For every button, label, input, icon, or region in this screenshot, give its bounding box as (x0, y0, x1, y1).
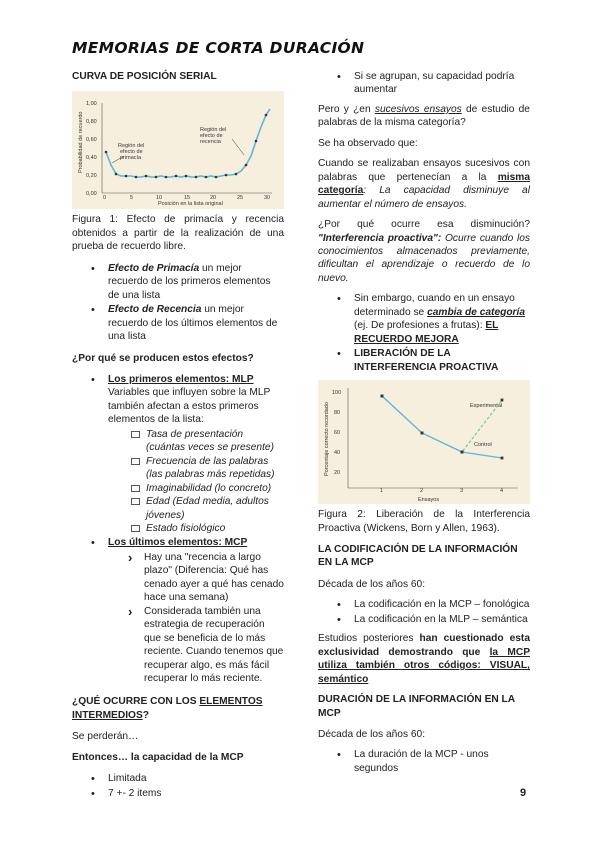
fig2-legend-experimental: Experimental (470, 403, 503, 410)
heading-entonces: Entonces… la capacidad de la MCP (72, 751, 244, 763)
capacity-list (72, 772, 284, 800)
fig1-ytick: 0,80 (86, 119, 97, 126)
fig1-annotation-primacy: primacía (120, 155, 142, 162)
paragraph-observado: Se ha observado que: (318, 137, 418, 149)
mlp-variables-list (130, 428, 284, 536)
text-perderan: Se perderán… (72, 731, 139, 743)
fig1-xtick: 5 (130, 195, 134, 202)
data-point-control (381, 395, 384, 398)
list-item: › Hay una "recencia a largo plazo" (Diferencia: Qué has cenado ayer a qué has cenado hace una semana) (126, 551, 284, 605)
list-item: • Limitada (72, 772, 284, 785)
page-number: 9 (520, 787, 527, 799)
fig1-ytick: 0,40 (86, 155, 97, 162)
fig1-annotation-primacy: Región del (118, 143, 145, 150)
text-decada-2: Década de los años 60: (318, 728, 426, 740)
heading-why: ¿Por qué se producen estos efectos? (72, 352, 254, 364)
fig1-xtick: 10 (156, 195, 163, 202)
list-item: • Los últimos elementos: MCP › Hay una "recencia a largo plazo" (Diferencia: Qué has cenado ayer a qué has cenado hace una semana) › Considerada también una estrategia de recuperación que se beneficia de lo más reciente. Cuando tenemos que recuperar algo, es más fácil recuperar lo más reciente. (72, 536, 284, 685)
data-point-control (461, 451, 464, 454)
fig2-ytick: 20 (334, 470, 341, 477)
list-item: • Sin embargo, cuando en un ensayo determinado se cambia de categoría (ej. De profesiones a frutas): EL RECUERDO MEJORA (318, 292, 530, 346)
mlp-list (72, 373, 284, 685)
fig2-ytick: 60 (334, 430, 341, 437)
fig1-ytick: 1,00 (86, 101, 97, 108)
group-list (318, 70, 530, 97)
data-point-experimental (501, 399, 504, 402)
figure-proactive-interference-chart (318, 380, 530, 504)
fig1-xlabel: Posición en la lista original (158, 201, 223, 208)
codification-list (318, 598, 530, 626)
page-title: MEMORIAS DE CORTA DURACIÓN (72, 39, 365, 57)
figure-2-caption: Figura 2: Liberación de la Interferencia Proactiva (Wickens, Born y Allen, 1963). (318, 509, 530, 534)
list-item: • 7 +- 2 items (72, 787, 284, 800)
list-item: › Considerada también una estrategia de recuperación que se beneficia de lo más reciente. Cuando tenemos que recuperar algo, es más fácil recuperar lo más reciente. (126, 605, 284, 686)
paragraph-categoria: Cuando se realizaban ensayos sucesivos con palabras que pertenecían a la misma categoría: La capacidad disminuye al aumentar el número de ensayos. (318, 158, 530, 210)
list-item: • La codificación en la MCP – fonológica (318, 598, 530, 611)
heading-codificacion: LA CODIFICACIÓN DE LA INFORMACIÓN EN LA MCP (318, 543, 518, 569)
left-column (72, 70, 284, 806)
list-item: • La codificación en la MLP – semántica (318, 613, 530, 626)
fig2-xtick: 2 (420, 488, 424, 495)
list-item: • La duración de la MCP - unos segundos (318, 748, 530, 775)
list-item: Edad (Edad media, adultos jóvenes) (130, 495, 284, 522)
fig2-ylabel: Porcentaje correcto recordado (324, 402, 330, 477)
fig1-xtick: 0 (103, 195, 107, 202)
figure-1-caption: Figura 1: Efecto de primacía y recencia obtenidos a partir de la realización de una prueba de recuerdo libre. (72, 214, 284, 253)
heading-curva-posicion-serial: CURVA DE POSICIÓN SERIAL (72, 71, 217, 82)
fig2-xlabel: Ensayos (418, 497, 440, 504)
list-item: • Si se agrupan, su capacidad podría aumentar (318, 70, 530, 97)
fig1-xtick: 30 (264, 195, 271, 202)
effects-list (72, 262, 284, 344)
fig1-annotation-recency: efecto de (200, 133, 223, 140)
fig1-ytick: 0,60 (86, 137, 97, 144)
fig2-ytick: 80 (334, 410, 341, 417)
figure-serial-position-curve (72, 91, 284, 209)
release-list (318, 292, 530, 374)
fig1-annotation-recency: Región del (200, 127, 227, 134)
fig1-xtick: 25 (237, 195, 244, 202)
list-item: • Los primeros elementos: MLP Variables que influyen sobre la MLP también afectan a estos primeros elementos de la lista: Tasa de presentación (cuántas veces se presente) Frecuencia de las palabras (las palabras más repetidas) Imaginabilidad (lo concreto) Edad (Edad media, adultos jóvenes) Estado fisiológico (72, 373, 284, 535)
list-item: Frecuencia de las palabras (las palabras más repetidas) (130, 455, 284, 482)
fig2-xtick: 4 (500, 488, 504, 495)
heading-duracion: DURACIÓN DE LA INFORMACIÓN EN LA MCP (318, 694, 515, 719)
fig2-legend-control: Control (474, 442, 492, 449)
list-item: Imaginabilidad (lo concreto) (130, 482, 284, 495)
list-item: • Efecto de Recencia un mejor recuerdo de los últimos elementos de una lista (72, 303, 284, 343)
list-item: Estado fisiológico (130, 522, 284, 535)
fig1-annotation-recency: recencia (200, 139, 221, 146)
data-point-control (501, 457, 504, 460)
fig1-ytick: 0,00 (86, 191, 97, 198)
data-point-control (421, 432, 424, 435)
fig1-xtick: 20 (210, 195, 217, 202)
fig2-xtick: 3 (460, 488, 464, 495)
fig1-ytick: 0,20 (86, 173, 97, 180)
list-item: • LIBERACIÓN DE LA INTERFERENCIA PROACTIVA (318, 347, 530, 374)
list-item: • Efecto de Primacía un mejor recuerdo de los primeros elementos de una lista (72, 262, 284, 302)
mcp-list (126, 551, 284, 686)
paragraph-estudios: Estudios posteriores han cuestionado esta exclusividad demostrando que la MCP utiliza también otros códigos: VISUAL, semántico (318, 633, 530, 685)
fig1-xtick: 15 (184, 195, 191, 202)
fig1-annotation-primacy: efecto de (120, 149, 143, 156)
fig2-xtick: 1 (380, 488, 384, 495)
fig2-ytick: 40 (334, 450, 341, 457)
heading-intermediate: ¿QUÉ OCURRE CON LOS ELEMENTOS INTERMEDIOS? (72, 696, 263, 721)
fig1-ylabel: Probabilidad de recuerdo (78, 111, 84, 174)
fig2-ytick: 100 (332, 390, 342, 397)
paragraph-interferencia: ¿Por qué ocurre esa disminución? "Interferencia proactiva": Ocurre cuando los conocimientos almacenados previamente, dificultan el aprendizaje o recuerdo de lo nuevo. (318, 219, 530, 284)
right-column (318, 70, 530, 781)
paragraph-ensayos: Pero y ¿en sucesivos ensayos de estudio de palabras de la misma categoría? (318, 103, 530, 129)
text-decada-1: Década de los años 60: (318, 578, 426, 590)
list-item: Tasa de presentación (cuántas veces se presente) (130, 428, 284, 455)
duration-list (318, 748, 530, 775)
